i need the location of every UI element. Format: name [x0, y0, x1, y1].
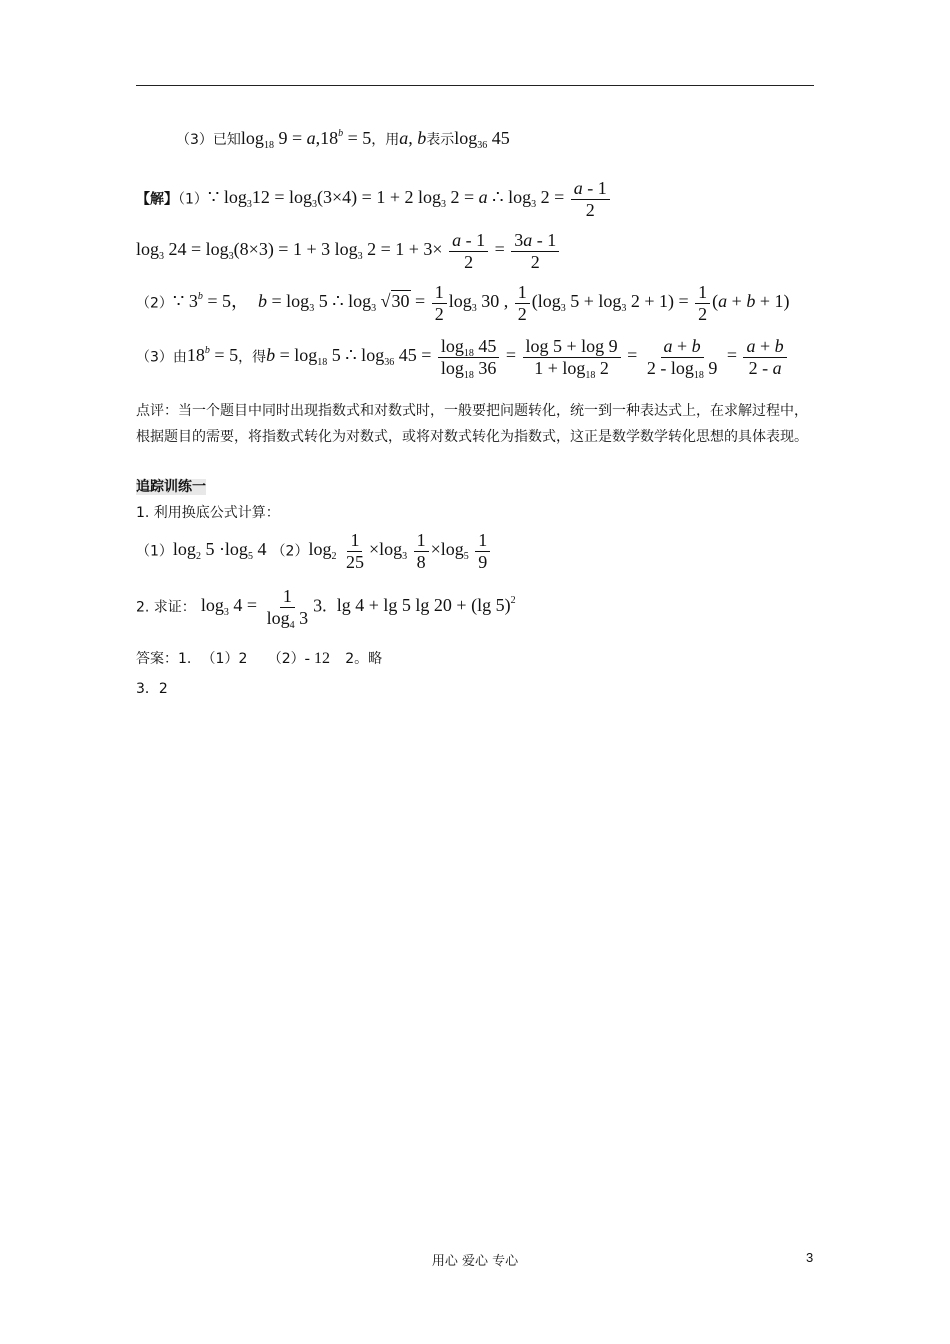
solution-line-4: （3）由$18^b = 5$，得$b = \log_{18} 5$ ∴ $\log_{36} 45$ = $\frac{\log_{18} 45}{\log_{18} 36}$ = $\frac{\log 5 + \log 9}{1 + \log_{18} 2}$ = $\frac{a + b}{2 - \log_{18} 9}$ = $\frac{a + b}{2 - a}$ [136, 336, 789, 378]
practice-title: 追踪训练一 [136, 479, 206, 495]
problem-1-expressions: $(1)\log_2$ $5 \cdot\log_5$ 4 $(2)\log_2$ $\frac{1}{25}$ $\times\log_3$ $\frac{1}{8}$ $\times\log_5$ $\frac{1}{9}$ [136, 530, 492, 572]
header-rule [136, 85, 814, 86]
answers-line: 答案：1. （1）2 （2）- 12 2。略 [136, 650, 383, 667]
comment-paragraph: 点评：当一个题目中同时出现指数式和对数式时，一般要把问题转化，统一到一种表达式上，在求解过程中，根据题目的需要，将指数式转化为对数式，或将对数式转化为指数式，这正是数学数学转化思想的具体表现。 [136, 403, 808, 445]
q3-statement: （3）已知$\log_{18} 9 = a,18^b = 5$，用a, b表示$\log_{36} 45$ [176, 128, 510, 151]
problem-2-3: 2. 求证： $\log_3 4$ = $\frac{1}{\log_4 3}$ 3. lg 4 + lg 5 lg 20 + (lg 5)$^2$ [136, 586, 516, 631]
page-footer: 用心 爱心 专心 [431, 1254, 519, 1269]
solution-line-2: $\log_3 24 = \log_3(8\times 3) = 1 + 3$ $\log_3 2 = 1 + 3\times$ $\frac{a - 1}{2}$ = $\frac{3a - 1}{2}$ [136, 230, 561, 272]
solution-line-3: （2）∵ $3^b = 5$， $b = \log_3 5$ ∴ $\log_3 √30$ = $\frac{1}{2}$ $\log_3 30$ , $\frac{1}{2}$ ($\log_3$ $5 + \log_3 2 + 1$) = $\frac{1}{2}$ (a + b + 1) [136, 282, 790, 324]
answer-3: 3．2 [136, 681, 168, 697]
page-number: 3 [806, 1250, 814, 1265]
problem-1-title: 1. 利用换底公式计算： [136, 505, 280, 521]
solution-line-1: 【解】（1）∵ $\log_312 = \log_3(3\times 4) = 1 + 2$ $\log_3 2 = a$ ∴ $\log_3 2$ = $\frac{a - 1}{2}$ [136, 178, 612, 220]
